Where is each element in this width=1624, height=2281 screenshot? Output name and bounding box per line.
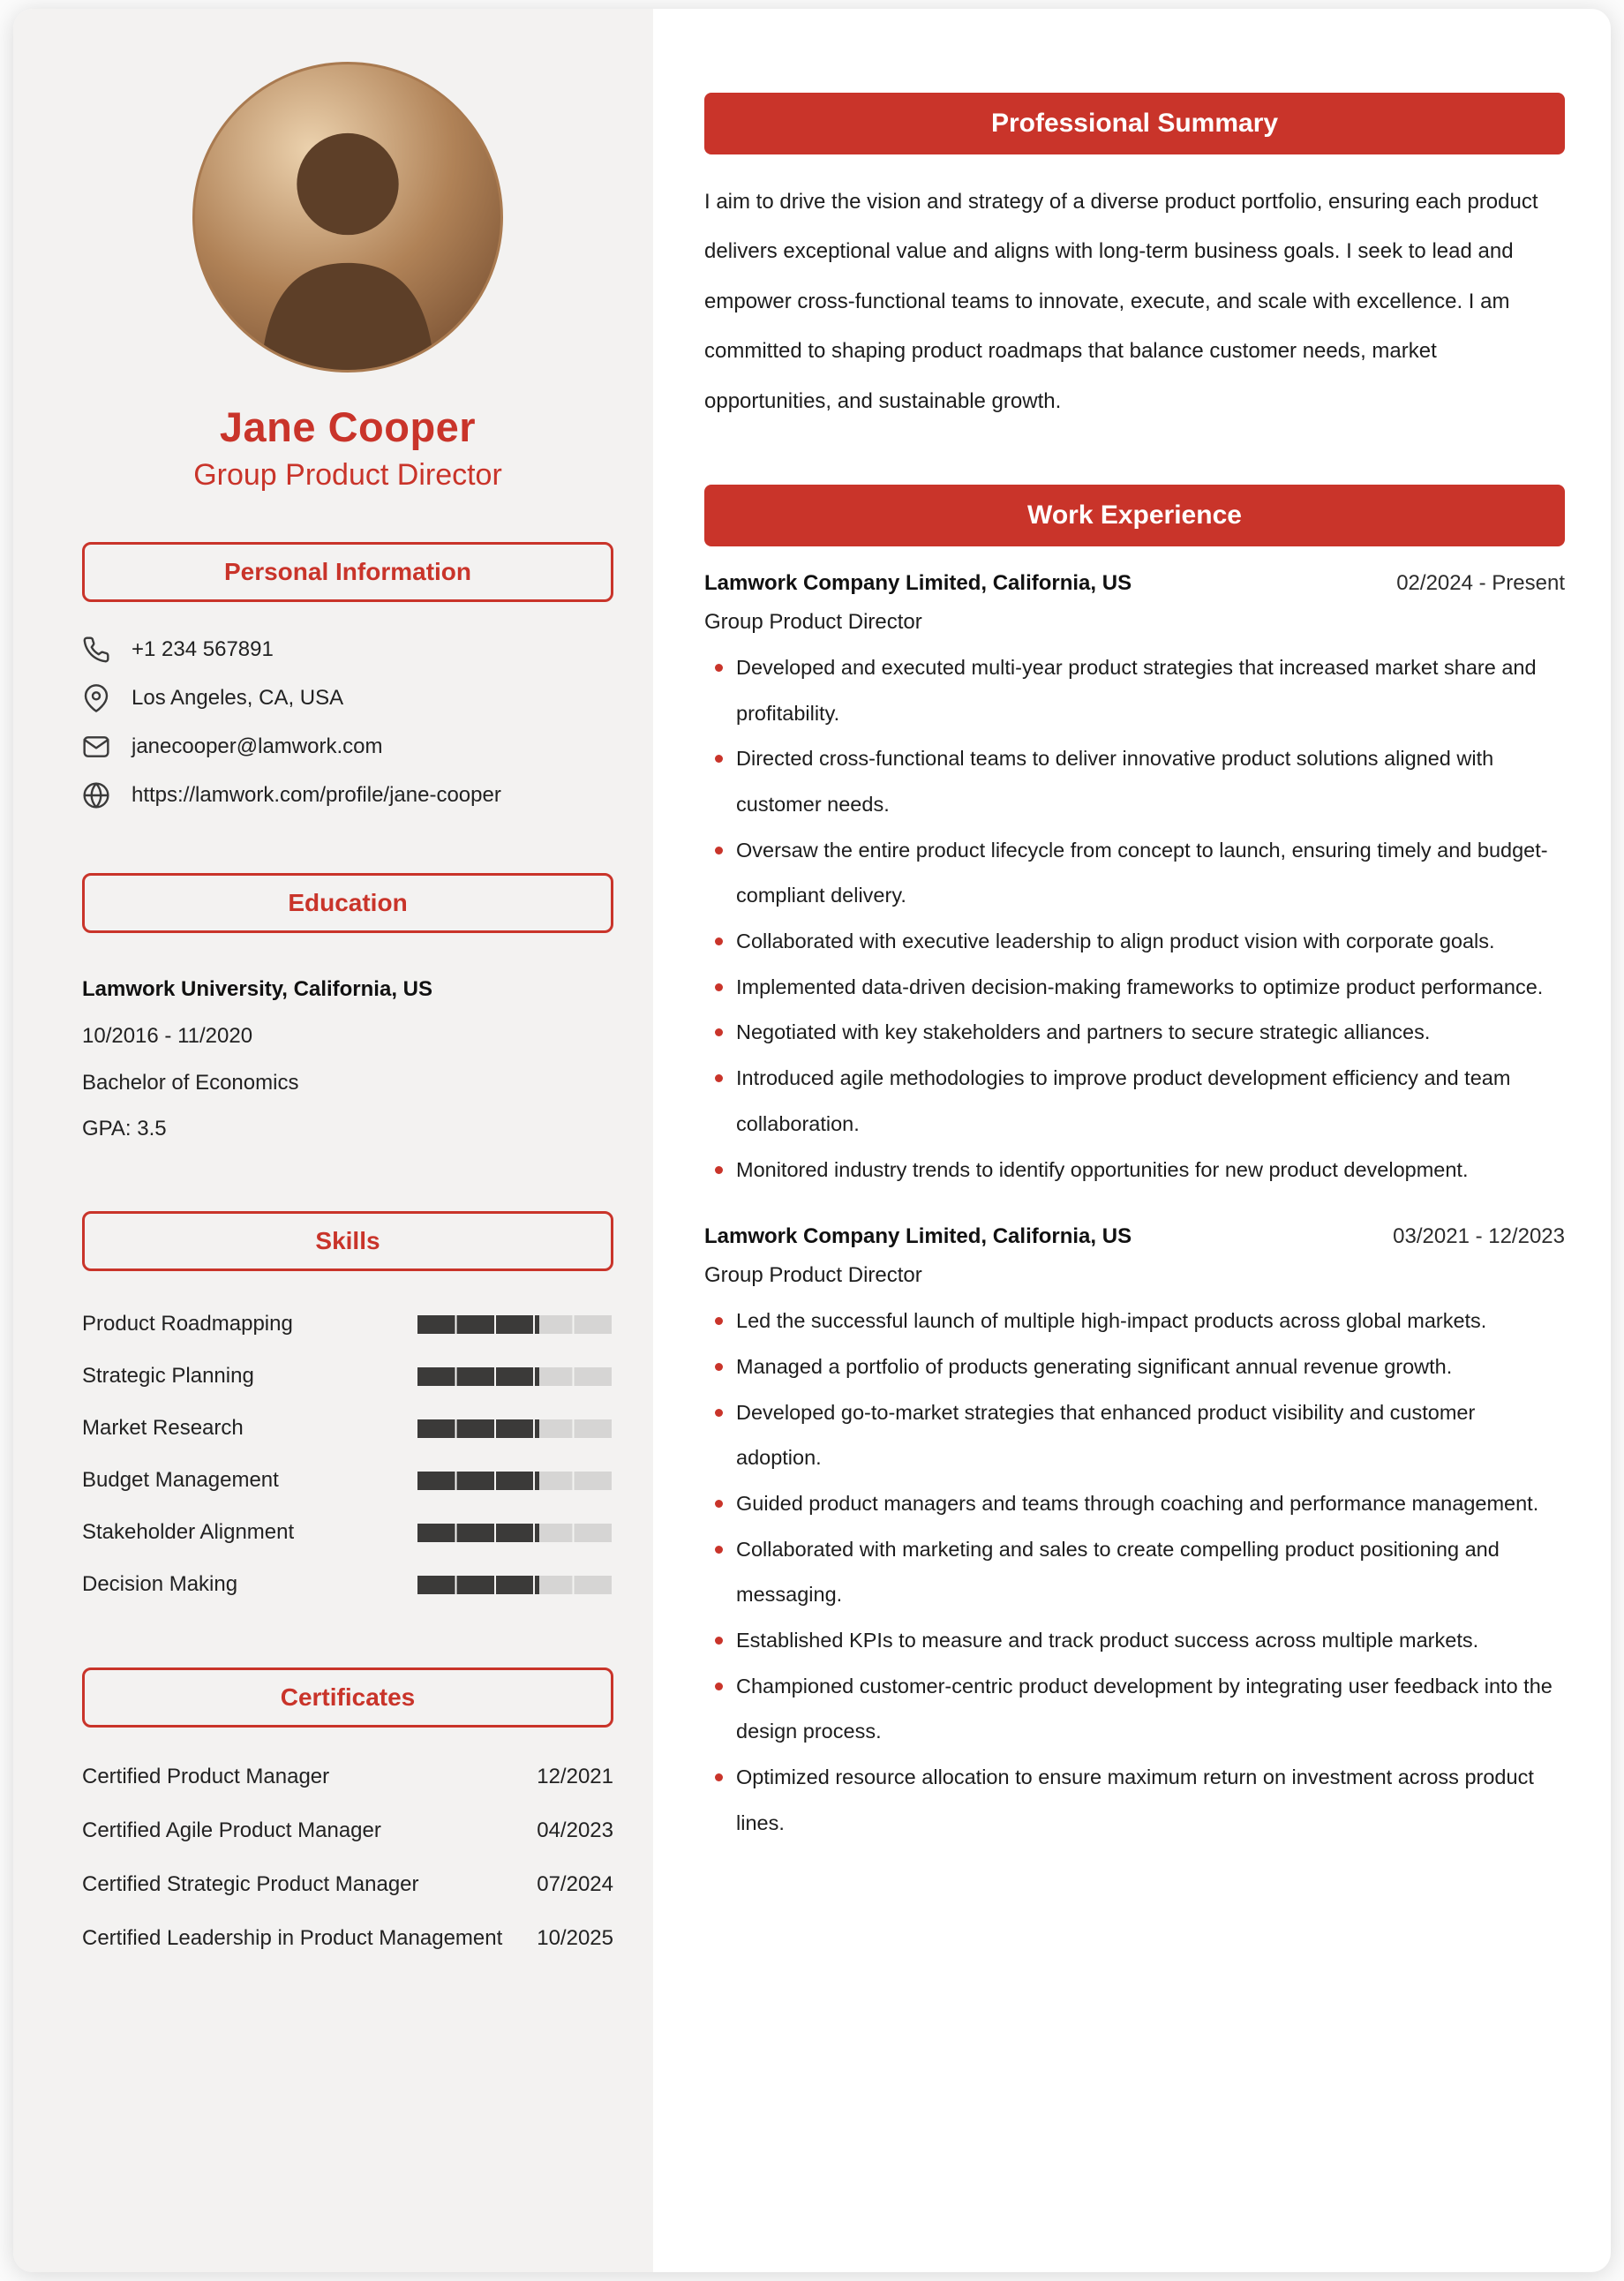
skill-row [82, 1520, 613, 1545]
certificate-date: 12/2021 [537, 1765, 613, 1789]
job-header [704, 1224, 1565, 1249]
skill-level-fill [417, 1524, 539, 1542]
bullet-item: Implemented data-driven decision-making frameworks to optimize product performance. [704, 965, 1565, 1011]
contact-row-email [82, 733, 613, 761]
candidate-title: Group Product Director [193, 458, 502, 492]
sidebar [13, 9, 653, 2272]
job-entry [704, 1224, 1565, 1846]
skill-row [82, 1416, 613, 1441]
certificate-name: Certified Strategic Product Manager [82, 1872, 419, 1897]
bullet-item: Developed go-to-market strategies that enhanced product visibility and customer adoption. [704, 1390, 1565, 1481]
contact-row-location [82, 684, 613, 712]
skill-level-fill [417, 1472, 539, 1490]
skill-level-bar [417, 1419, 613, 1438]
candidate-name: Jane Cooper [219, 403, 477, 450]
bullet-item: Oversaw the entire product lifecycle from concept to launch, ensuring timely and budget-compliant delivery. [704, 828, 1565, 919]
skills-list [82, 1312, 613, 1597]
bullet-item: Guided product managers and teams through coaching and performance management. [704, 1481, 1565, 1527]
bullet-item: Developed and executed multi-year product strategies that increased market share and profitability. [704, 645, 1565, 736]
skill-level-bar [417, 1524, 613, 1542]
bullet-item: Collaborated with executive leadership to align product vision with corporate goals. [704, 919, 1565, 965]
skill-level-fill [417, 1315, 539, 1334]
professional-summary-banner: Professional Summary [704, 93, 1565, 154]
bullet-item: Led the successful launch of multiple high-impact products across global markets. [704, 1299, 1565, 1344]
job-dates: 03/2021 - 12/2023 [1393, 1224, 1565, 1249]
bullet-item: Optimized resource allocation to ensure maximum return on investment across product lines. [704, 1755, 1565, 1846]
skill-level-bar [417, 1315, 613, 1334]
education-entry [82, 967, 613, 1153]
education-school: Lamwork University, California, US [82, 977, 432, 1001]
bullet-item: Established KPIs to measure and track product success across multiple markets. [704, 1618, 1565, 1664]
job-company: Lamwork Company Limited, California, US [704, 570, 1132, 595]
website-value: https://lamwork.com/profile/jane-cooper [132, 783, 501, 807]
skill-label: Market Research [82, 1416, 244, 1441]
professional-summary-text: I aim to drive the vision and strategy of a diverse product portfolio, ensuring each product delivers exceptional value and aligns with long-term business goals. I seek to lead and empower cross-functional teams to innovate, execute, and scale with excellence. I am committed to shaping product roadmaps that balance customer needs, market opportunities, and sustainable growth. [704, 190, 1538, 413]
job-company: Lamwork Company Limited, California, US [704, 1224, 1132, 1249]
contact-list [82, 636, 613, 809]
certificate-row [82, 1818, 613, 1843]
bullet-item: Introduced agile methodologies to improve product development efficiency and team collaboration. [704, 1056, 1565, 1147]
skill-level-fill [417, 1576, 539, 1594]
skill-label: Strategic Planning [82, 1364, 254, 1389]
job-role: Group Product Director [704, 609, 922, 634]
personal-information-header: Personal Information [82, 542, 613, 602]
skill-label: Budget Management [82, 1468, 279, 1493]
resume-page [13, 9, 1611, 2272]
certificate-name: Certified Leadership in Product Management [82, 1926, 503, 1951]
job-header [704, 571, 1565, 596]
education-dates: 10/2016 - 11/2020 [82, 1023, 253, 1048]
certificate-name: Certified Agile Product Manager [82, 1818, 381, 1843]
certificate-date: 04/2023 [537, 1818, 613, 1843]
skill-level-bar [417, 1367, 613, 1386]
bullet-item: Monitored industry trends to identify opportunities for new product development. [704, 1148, 1565, 1193]
skill-level-fill [417, 1367, 539, 1386]
skill-level-bar [417, 1472, 613, 1490]
skill-label: Product Roadmapping [82, 1312, 293, 1336]
job-role: Group Product Director [704, 1263, 922, 1288]
location-value: Los Angeles, CA, USA [132, 686, 344, 710]
certificate-name: Certified Product Manager [82, 1765, 330, 1789]
phone-icon [82, 636, 110, 664]
education-gpa: GPA: 3.5 [82, 1117, 167, 1141]
certificate-row [82, 1926, 613, 1951]
bullet-item: Managed a portfolio of products generating significant annual revenue growth. [704, 1344, 1565, 1390]
job-dates: 02/2024 - Present [1396, 570, 1565, 595]
job-bullet-list [704, 645, 1565, 1193]
skills-header: Skills [82, 1211, 613, 1271]
work-experience-banner: Work Experience [704, 485, 1565, 546]
mail-icon [82, 733, 110, 761]
skill-level-bar [417, 1576, 613, 1594]
contact-row-phone [82, 636, 613, 664]
profile-photo [192, 62, 503, 373]
certificates-header: Certificates [82, 1667, 613, 1728]
certificate-row [82, 1872, 613, 1897]
location-pin-icon [82, 684, 110, 712]
skill-row [82, 1572, 613, 1597]
phone-value: +1 234 567891 [132, 637, 274, 661]
portrait-placeholder-image [195, 64, 500, 370]
certificate-date: 10/2025 [537, 1926, 613, 1951]
globe-icon [82, 781, 110, 809]
bullet-item: Negotiated with key stakeholders and partners to secure strategic alliances. [704, 1010, 1565, 1056]
job-entry [704, 571, 1565, 1193]
skill-label: Stakeholder Alignment [82, 1520, 295, 1545]
bullet-item: Collaborated with marketing and sales to create compelling product positioning and messaging. [704, 1527, 1565, 1618]
job-bullet-list [704, 1299, 1565, 1846]
certificate-row [82, 1765, 613, 1789]
certificates-list [82, 1765, 613, 1951]
bullet-item: Directed cross-functional teams to deliver innovative product solutions aligned with customer needs. [704, 736, 1565, 827]
skill-row [82, 1364, 613, 1389]
contact-row-website [82, 781, 613, 809]
skill-row [82, 1312, 613, 1336]
education-header: Education [82, 873, 613, 933]
main-column [653, 9, 1611, 2272]
certificate-date: 07/2024 [537, 1872, 613, 1897]
skill-level-fill [417, 1419, 539, 1438]
bullet-item: Championed customer-centric product development by integrating user feedback into the design process. [704, 1664, 1565, 1755]
email-value: janecooper@lamwork.com [132, 734, 383, 758]
education-degree: Bachelor of Economics [82, 1070, 299, 1095]
skill-row [82, 1468, 613, 1493]
skill-label: Decision Making [82, 1572, 238, 1597]
